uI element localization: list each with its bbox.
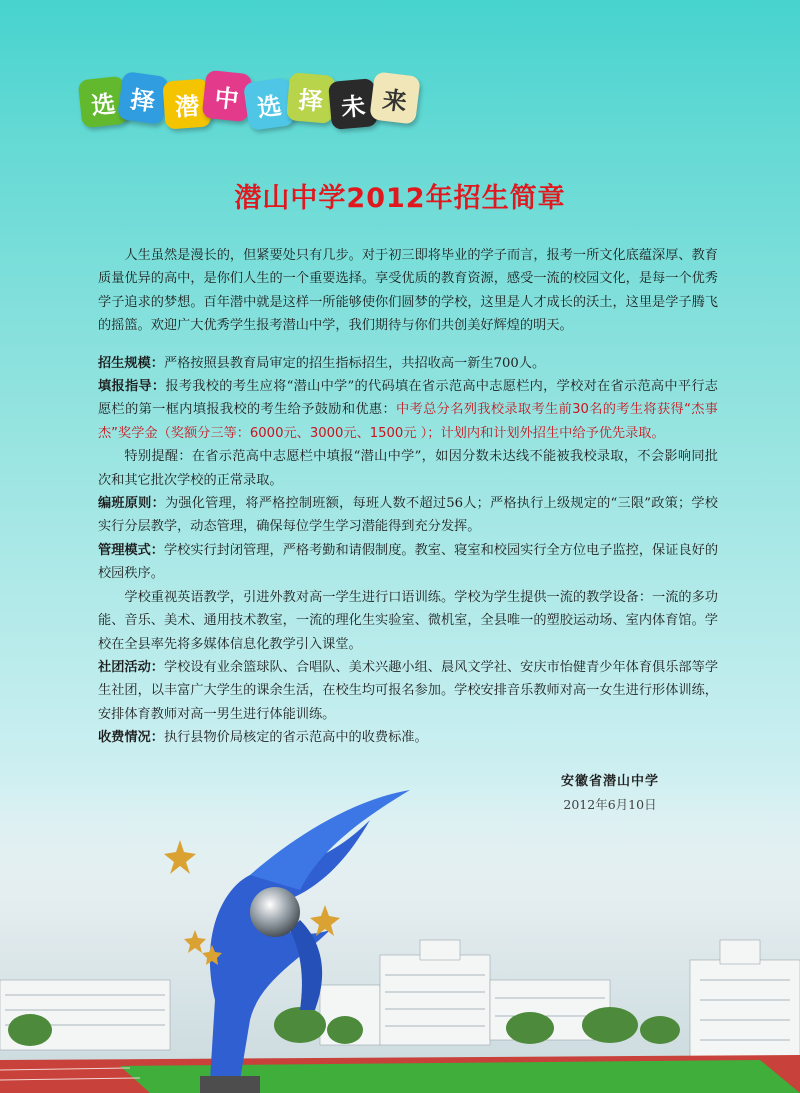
slogan-tile: 择 [286,72,336,124]
section-label: 编班原则： [98,496,165,512]
intro-paragraph: 人生虽然是漫长的，但紧要处只有几步。对于初三即将毕业的学子而言，报考一所文化底蕴深厚、教育质量优异的高中，是你们人生的一个重要选择。享受优质的教育资源，感受一流的校园文化，是每一个优秀学子追求的梦想。百年潜中就是这样一所能够使你们圆梦的学校，这里是人才成长的沃土，这里是学子腾飞的摇篮。欢迎广大优秀学生报考潜山中学，我们期待与你们共创美好辉煌的明天。 [98,248,718,334]
slogan-tile: 潜 [162,78,211,129]
slogan-tile: 来 [369,71,421,124]
class-section [98,492,718,539]
section-label: 填报指导： [98,379,166,395]
section-text: 为强化管理，将严格控制班额，每班人数不超过56人；严格执行上级规定的“三限”政策；学校实行分层教学，动态管理，确保每位学生学习潜能得到充分发挥。 [98,496,718,535]
reminder-paragraph: 特别提醒：在省示范高中志愿栏中填报“潜山中学”，如因分数未达线不能被我校录取，不会影响同批次和其它批次学校的正常录取。 [98,449,718,488]
slogan-tile: 中 [202,70,253,123]
page-title: 潜山中学2012年招生简章 [234,183,566,214]
club-section [98,656,718,726]
section-text: 学校设有业余篮球队、合唱队、美术兴趣小组、晨风文学社、安庆市怡健青少年体育俱乐部等学生社团，以丰富广大学生的课余生活，在校生均可报名参加。学校安排音乐教师对高一女生进行形体训练，安排体育教师对高一男生进行体能训练。 [98,659,719,722]
section-label: 招生规模： [98,355,164,371]
slogan-tiles [80,70,440,130]
slogan-tile: 选 [78,76,129,129]
fee-section [98,726,718,749]
main-content [98,244,718,750]
section-label: 收费情况： [98,730,164,746]
section-text: 学校实行封闭管理，严格考勤和请假制度。教室、寝室和校园实行全方位电子监控，保证良好的校园秩序。 [98,542,719,582]
section-label: 社团活动： [98,659,164,675]
scale-section [98,352,718,375]
section-text: 报考我校的考生应将“潜山中学”的代码填在省示范高中志愿栏内，学校对在省示范高中平行志愿栏的第一框内填报我校的考生给予鼓励和优惠： [98,379,718,418]
scholarship-highlight: 中考总分名列我校录取考生前30名的考生将获得“杰事杰”奖学金（奖额分三等：6000元、3000元、1500元 ）；计划内和计划外招生中给予优先录取。 [98,402,718,441]
slogan-tile: 选 [243,77,295,131]
guide-section [98,375,718,445]
slogan-tile: 择 [117,71,169,125]
management-section [98,539,718,586]
english-paragraph: 学校重视英语教学，引进外教对高一学生进行口语训练。学校为学生提供一流的教学设备：一流的多功能、音乐、美术、通用技术教室，一流的理化生实验室、微机室，全县唯一的塑胶运动场、室内体育馆。学校在全县率先将多媒体信息化教学引入课堂。 [98,589,718,652]
slogan-tile: 未 [328,78,378,130]
campus-scene-image [0,780,800,1093]
section-label: 管理模式： [98,542,164,558]
section-text: 执行县物价局核定的省示范高中的收费标准。 [163,730,428,746]
section-text: 严格按照县教育局审定的招生指标招生，共招收高一新生700人。 [163,355,546,371]
